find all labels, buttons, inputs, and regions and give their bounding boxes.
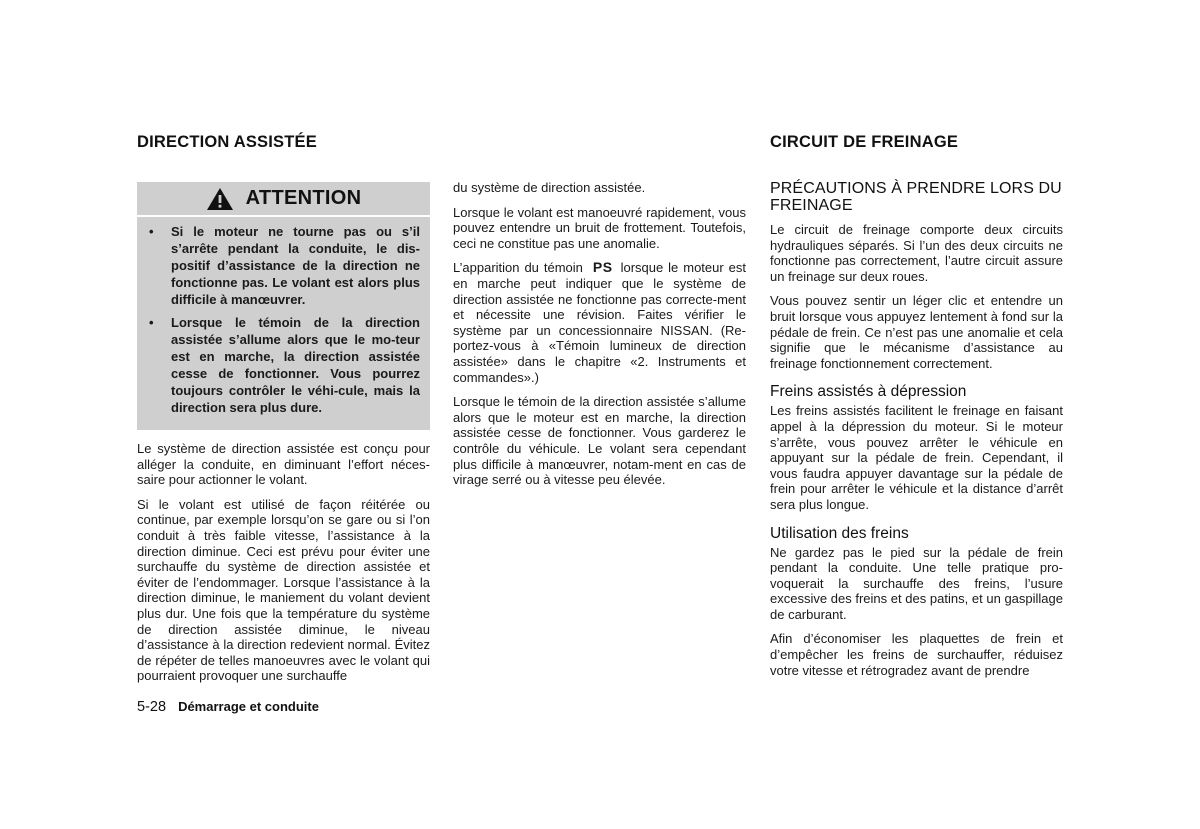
attention-list: [137, 217, 430, 416]
subheading-utilisation-freins: Utilisation des freins: [770, 524, 909, 542]
attention-header: [137, 182, 430, 217]
paragraph: Si le volant est utilisé de façon réitérée ou continue, par exemple lorsqu’on se gare ou si l’on conduit à très faible vitesse, l’assistance à la direction diminue. Ceci est prévu pour éviter une surchauffe du système de direction assistée et éviter de l’endommager. Lorsque l’assistance à la direction diminue, le maniement du volant devient plus dur. Une fois que la température du système de direction assistée diminue, le niveau d’assistance à la direction redevient normal. Évitez de répéter de telles manoeuvres avec le volant qui pourraient provoquer une surchauffe: [137, 496, 430, 684]
paragraph: du système de direction assistée.: [453, 180, 646, 195]
paragraph: Lorsque le volant est manoeuvré rapidement, vous pouvez entendre un bruit de frottement. Toutefois, ceci ne constitue pas une anomalie.: [453, 204, 746, 251]
power-steering-ps-icon: PS: [592, 259, 613, 276]
attention-title: ATTENTION: [245, 186, 362, 209]
middle-column: [453, 180, 746, 497]
warning-triangle-icon: [206, 187, 234, 211]
paragraph: Les freins assistés facilitent le freinage en faisant appel à la dépression du moteur. Si le moteur s’arrête, vous pouvez arrêter le véhicule en appuyant sur la pédale de frein. Cependant, il vous faudra appuyer davantage sur la pédale de frein pour arrêter le véhicule et la distance d’arrêt sera plus longue.: [770, 403, 1063, 512]
paragraph: Le circuit de freinage comporte deux circuits hydrauliques séparés. Si l’un des deux circuits ne fonctionne pas correctement, l’autre circuit assure un freinage sur deux roues.: [770, 222, 1063, 284]
attention-item: • Lorsque le témoin de la direction assistée s’allume alors que le mo-teur est en marche, la direction assistée cesse de fonctionner. Vous pourrez toujours contrôler le véhi-cule, mais la direction sera plus dure.: [171, 314, 420, 416]
right-column: [770, 180, 1063, 687]
attention-item: • Si le moteur ne tourne pas ou s’il s’arrête pendant la conduite, le dis-positif d’assistance de la direction ne fonctionne pas. Le volant est alors plus difficile à manœuvrer.: [171, 223, 420, 308]
left-column: [137, 182, 430, 693]
page-number: 5-28: [137, 699, 167, 715]
section-heading-direction-assistee: DIRECTION ASSISTÉE: [137, 133, 317, 151]
paragraph: Ne gardez pas le pied sur la pédale de frein pendant la conduite. Une telle pratique pro-voquerait la surchauffe des freins, l’usure excessive des freins et des patins, et un gaspillage de carburant.: [770, 544, 1063, 622]
text-fragment: L’apparition du témoin: [453, 260, 583, 276]
attention-box: [137, 182, 430, 430]
chapter-title: Démarrage et conduite: [178, 699, 319, 714]
paragraph: Afin d’économiser les plaquettes de frein et d’empêcher les freins de surchauffer, réduisez votre vitesse et rétrogradez avant de prendre: [770, 631, 1063, 678]
page-footer: [137, 699, 319, 715]
subheading-freins-assistes: Freins assistés à dépression: [770, 383, 967, 401]
text-fragment: lorsque le moteur est en marche peut indiquer que le système de direction assistée ne fonctionne pas correcte-ment et nécessite une révision. Faites vérifier le système par un concessionnaire NISSAN. (Re-portez-vous à «Témoin lumineux de direction assistée» dans le chapitre «2. Instruments et commandes».): [453, 260, 746, 385]
paragraph: Vous pouvez sentir un léger clic et entendre un bruit lorsque vous appuyez lentement à fond sur la pédale de frein. Ce n’est pas une anomalie et cela signifie que le mécanisme d’assistance au freinage fonctionnement correctement.: [770, 293, 1063, 371]
paragraph: Le système de direction assistée est conçu pour alléger la conduite, en diminuant l’effort néces-saire pour actionner le volant.: [137, 441, 430, 488]
paragraph-ps-warning: [453, 260, 746, 385]
paragraph: Lorsque le témoin de la direction assistée s’allume alors que le moteur est en marche, la direction assistée cesse de fonctionner. Vous garderez le contrôle du véhicule. Le volant sera cependant plus difficile à manœuvrer, notam-ment en cas de virage serré ou à vitesse peu élevée.: [453, 394, 746, 488]
section-heading-circuit-de-freinage: CIRCUIT DE FREINAGE: [770, 133, 959, 151]
subheading-precautions: PRÉCAUTIONS À PRENDRE LORS DU FREINAGE: [770, 180, 1062, 214]
